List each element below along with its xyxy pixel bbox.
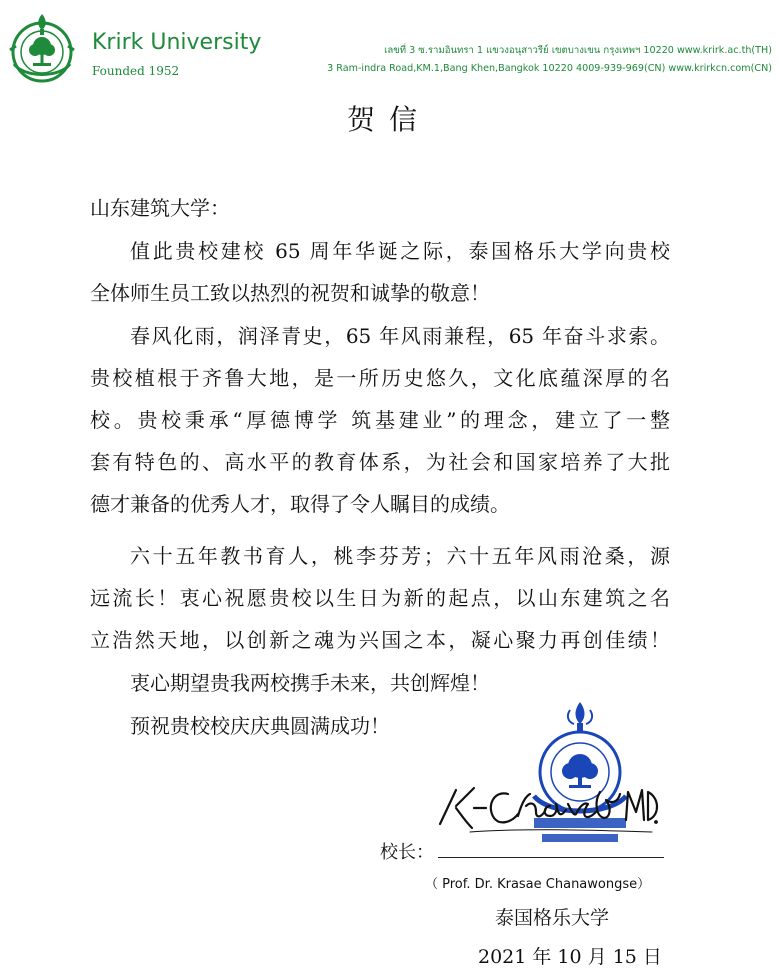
paragraph-line: 春风化雨，润泽青史，65 年风雨兼程，65 年奋斗求索。 [130,324,670,348]
paragraph-line: 远流长！衷心祝愿贵校以生日为新的起点，以山东建筑之名 [90,586,670,610]
paragraph-line: 套有特色的、高水平的教育体系，为社会和国家培养了大批 [90,450,670,474]
paragraph-line: 贵校植根于齐鲁大地，是一所历史悠久，文化底蕴深厚的名 [90,366,670,390]
paragraph-line: 立浩然天地，以创新之魂为兴国之本，凝心聚力再创佳绩！ [90,628,670,652]
paragraph-line: 校。贵校秉承“厚德博学 筑基建业”的理念，建立了一整 [90,408,670,432]
university-name: Krirk University [92,30,262,55]
founded-year: Founded 1952 [92,64,180,78]
paragraph-line: 全体师生员工致以热烈的祝贺和诚挚的敬意！ [90,281,490,305]
letter-date: 2021 年 10 月 15 日 [478,946,662,968]
address-thai: เลขที่ 3 ซ.รามอินทรา 1 แขวงอนุสาวรีย์ เขตบางเขน กรุงเทพฯ 10220 www.krirk.ac.th(TH) [384,45,772,56]
paragraph-line: 衷心期望贵我两校携手未来，共创辉煌！ [130,671,490,695]
address-english: 3 Ram-indra Road,KM.1,Bang Khen,Bangkok 10220 4009-939-969(CN) www.krirkcn.com(CN) [327,63,772,74]
paragraph-line: 德才兼备的优秀人才，取得了令人瞩目的成绩。 [90,492,510,516]
salutation: 山东建筑大学： [90,196,230,220]
signature-line [438,857,664,858]
paragraph-line: 六十五年教书育人，桃李芬芳；六十五年风雨沧桑，源 [130,544,670,568]
handwritten-signature [430,772,660,842]
paragraph-line: 值此贵校建校 65 周年华诞之际，泰国格乐大学向贵校 [130,239,670,263]
signature-label: 校长： [380,842,434,863]
signatory-organization: 泰国格乐大学 [495,907,610,929]
letter-title: 贺信 [346,103,431,136]
paragraph-line: 预祝贵校校庆庆典圆满成功！ [130,714,390,738]
signatory-name: （ Prof. Dr. Krasae Chanawongse） [425,877,651,892]
university-logo [6,12,78,84]
